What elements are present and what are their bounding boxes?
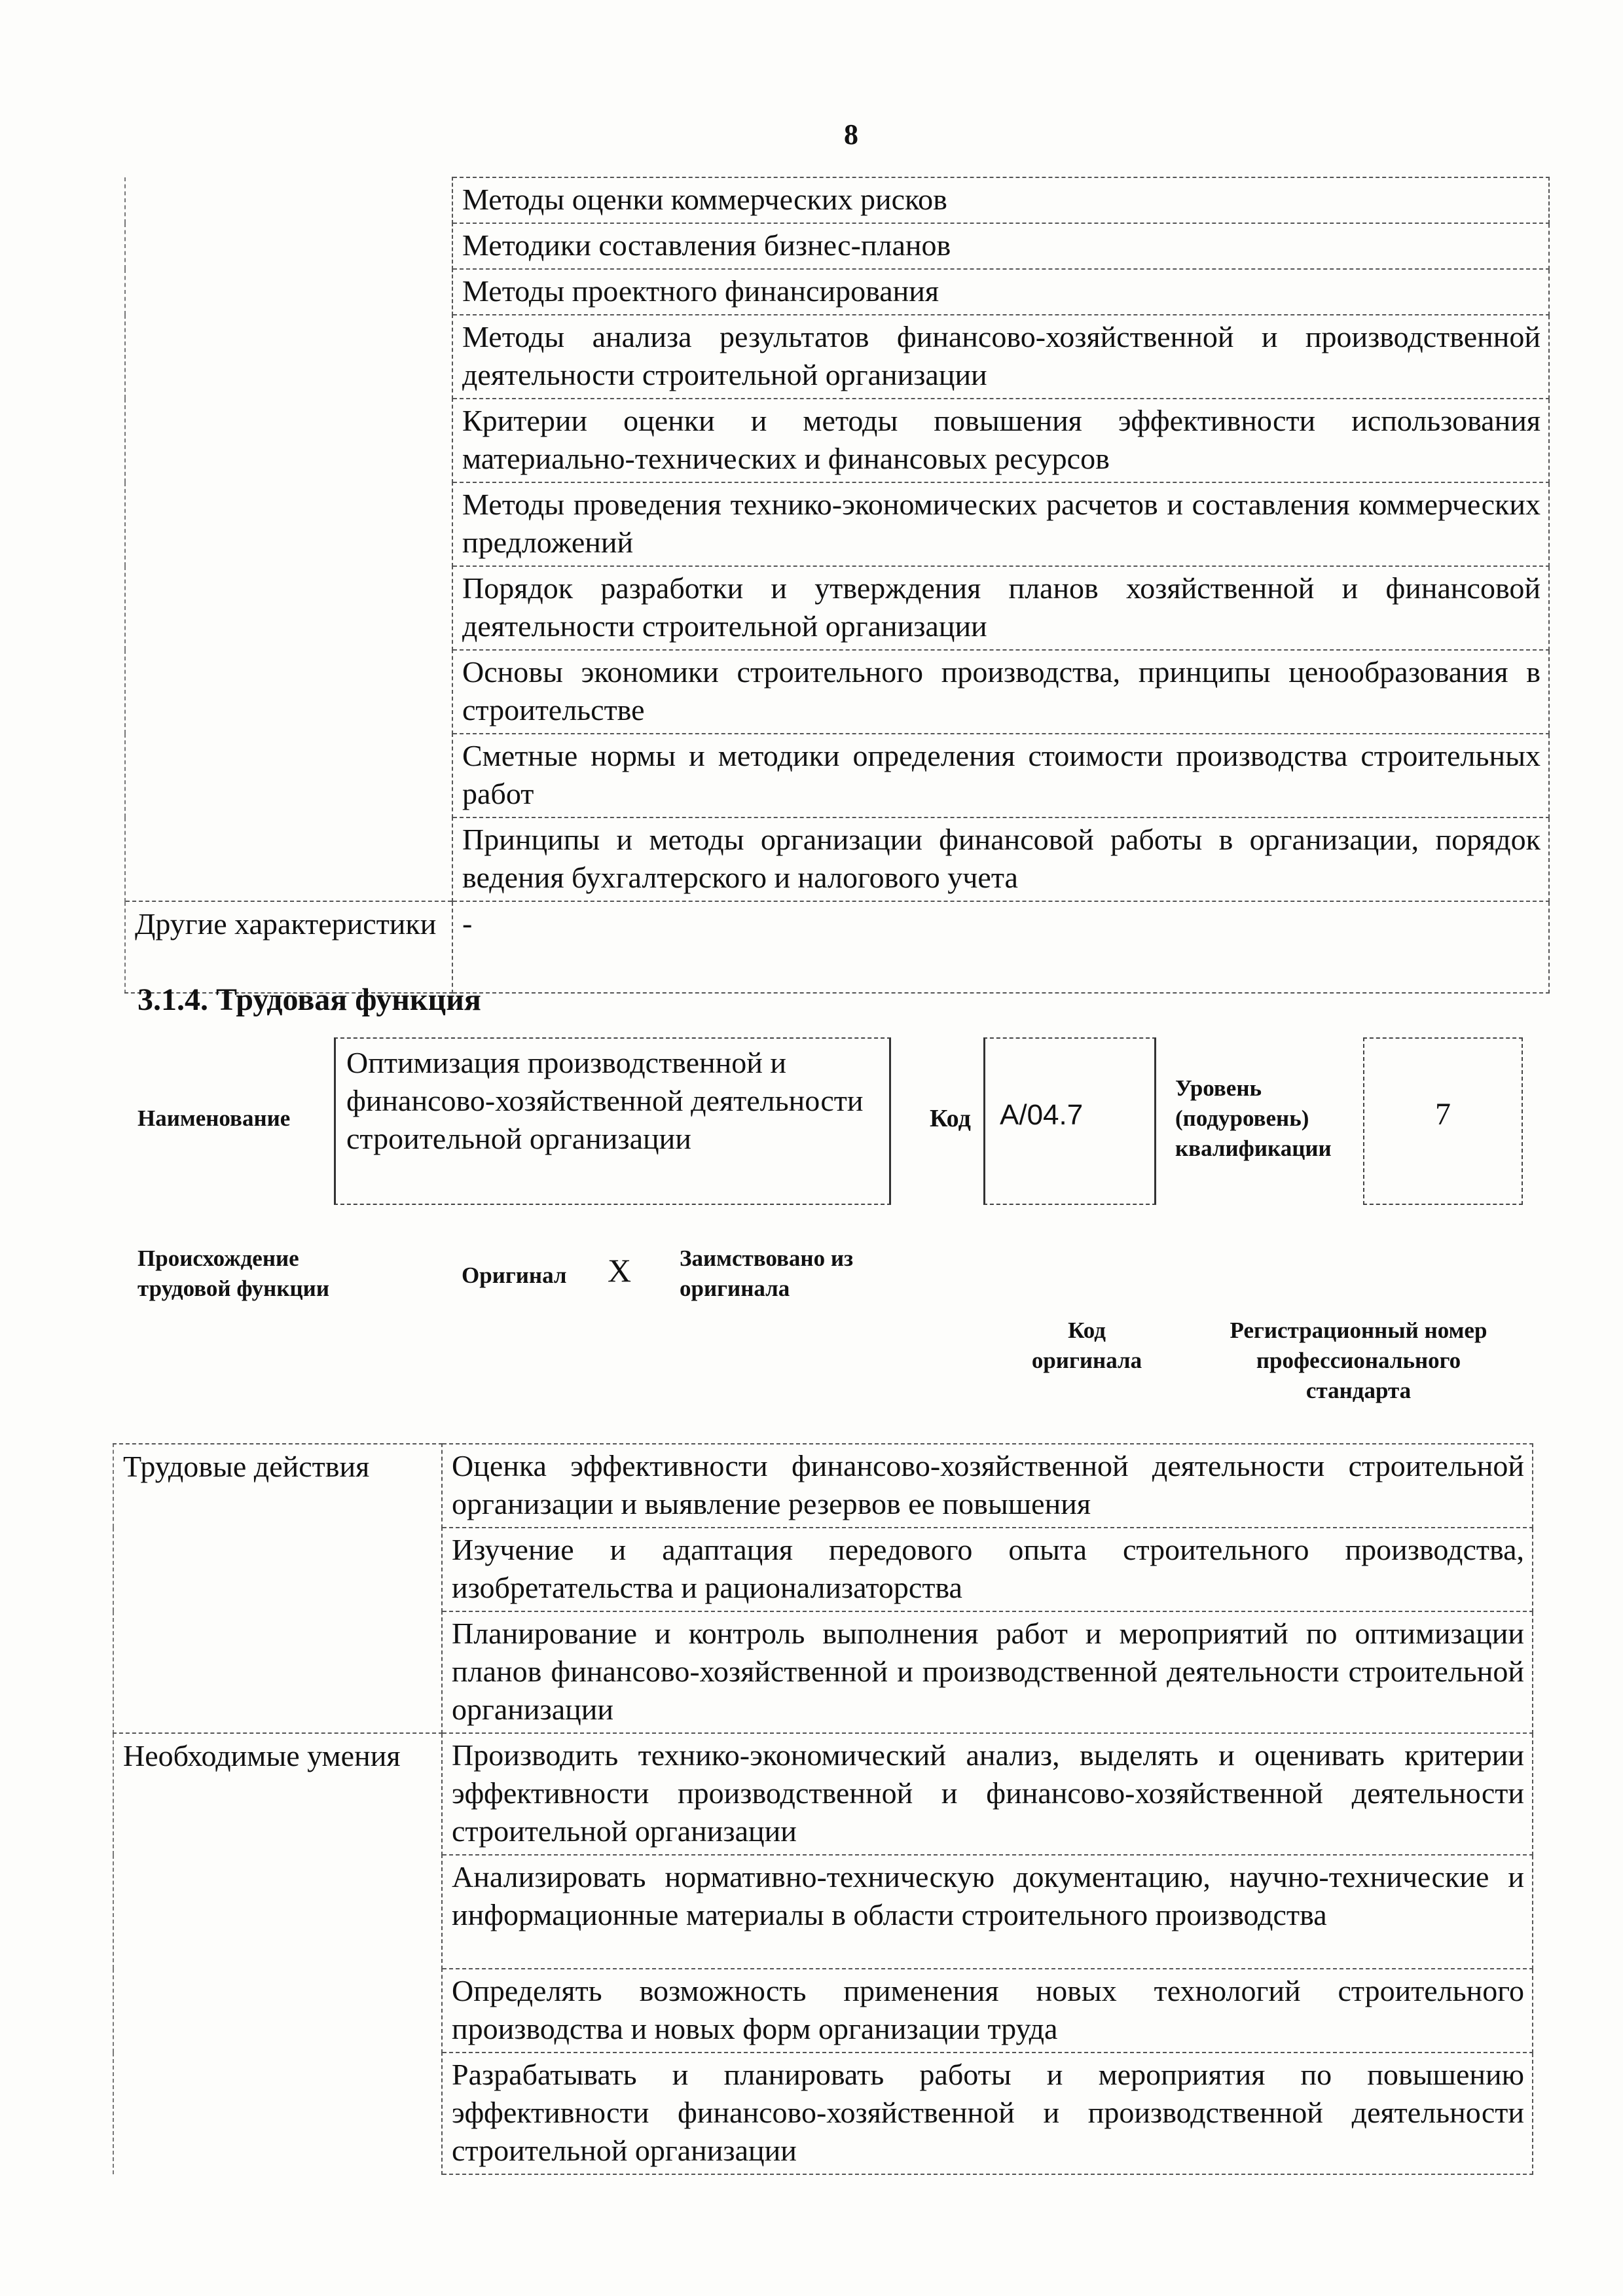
actions-label: Трудовые действия <box>123 1450 370 1483</box>
knowledge-item: Методы проектного финансирования <box>452 269 1549 315</box>
reg-number-label: Регистрационный номер профессионального стандарта <box>1230 1318 1487 1403</box>
skills-label-cell <box>113 1733 442 2174</box>
code-label: Код <box>930 1105 971 1132</box>
section-title: 3.1.4. Трудовая функция <box>137 982 481 1017</box>
knowledge-item: Методы проведения технико-экономических расчетов и составления коммерческих предложений <box>452 482 1549 566</box>
knowledge-item: Принципы и методы организации финансовой работы в организации, порядок ведения бухгалтерского и налогового учета <box>452 817 1549 901</box>
knowledge-table <box>124 177 1550 994</box>
knowledge-item: Методики составления бизнес-планов <box>452 223 1549 269</box>
knowledge-item: Методы оценки коммерческих рисков <box>452 177 1549 223</box>
action-item: Планирование и контроль выполнения работ и мероприятий по оптимизации планов финансово-хозяйственной и производственной деятельности строительной организации <box>442 1611 1533 1733</box>
level-box <box>1363 1037 1523 1205</box>
skill-item: Анализировать нормативно-техническую документацию, научно-технические и информационные материалы в области строительного производства <box>442 1855 1533 1969</box>
name-label: Наименование <box>137 1105 291 1131</box>
level-label: Уровень (подуровень) квалификации <box>1175 1075 1332 1161</box>
actions-label-cell <box>113 1444 442 1733</box>
knowledge-item: Сметные нормы и методики определения стоимости производства строительных работ <box>452 734 1549 817</box>
other-characteristics-label: Другие характеристики <box>135 907 437 941</box>
code-original-label: Код оригинала <box>1031 1318 1142 1373</box>
code-value: А/04.7 <box>1000 1099 1084 1131</box>
knowledge-item: Методы анализа результатов финансово-хозяйственной и производственной деятельности строительной организации <box>452 315 1549 399</box>
knowledge-label-cell <box>125 177 452 901</box>
action-item: Оценка эффективности финансово-хозяйственной деятельности строительной организации и выявление резервов ее повышения <box>442 1444 1533 1528</box>
function-table <box>113 1443 1533 2175</box>
other-characteristics-value: - <box>462 906 473 940</box>
skill-item: Разрабатывать и планировать работы и мероприятия по повышению эффективности финансово-хозяйственной и производственной деятельности строительной организации <box>442 2053 1533 2174</box>
name-box <box>334 1037 891 1205</box>
other-characteristics-label-cell <box>125 901 452 993</box>
knowledge-item: Порядок разработки и утверждения планов хозяйственной и финансовой деятельности строительной организации <box>452 566 1549 650</box>
code-box <box>983 1037 1156 1205</box>
function-name-value: Оптимизация производственной и финансово-хозяйственной деятельности строительной организации <box>346 1046 864 1155</box>
skill-item: Производить технико-экономический анализ, выделять и оценивать критерии эффективности производственной и финансово-хозяйственной деятельности строительной организации <box>442 1733 1533 1855</box>
knowledge-item: Основы экономики строительного производства, принципы ценообразования в строительстве <box>452 650 1549 734</box>
other-characteristics-value-cell <box>452 901 1549 993</box>
skill-item: Определять возможность применения новых технологий строительного производства и новых форм организации труда <box>442 1969 1533 2053</box>
original-label: Оригинал <box>462 1263 567 1288</box>
borrowed-label: Заимствовано из оригинала <box>680 1246 854 1301</box>
page-number: 8 <box>844 118 858 151</box>
original-mark: X <box>608 1252 632 1289</box>
knowledge-item: Критерии оценки и методы повышения эффективности использования материально-технических и финансовых ресурсов <box>452 399 1549 482</box>
origin-label: Происхождение трудовой функции <box>137 1246 330 1301</box>
action-item: Изучение и адаптация передового опыта строительного производства, изобретательства и рационализаторства <box>442 1528 1533 1611</box>
skills-label: Необходимые умения <box>123 1739 401 1772</box>
level-value: 7 <box>1435 1097 1451 1132</box>
